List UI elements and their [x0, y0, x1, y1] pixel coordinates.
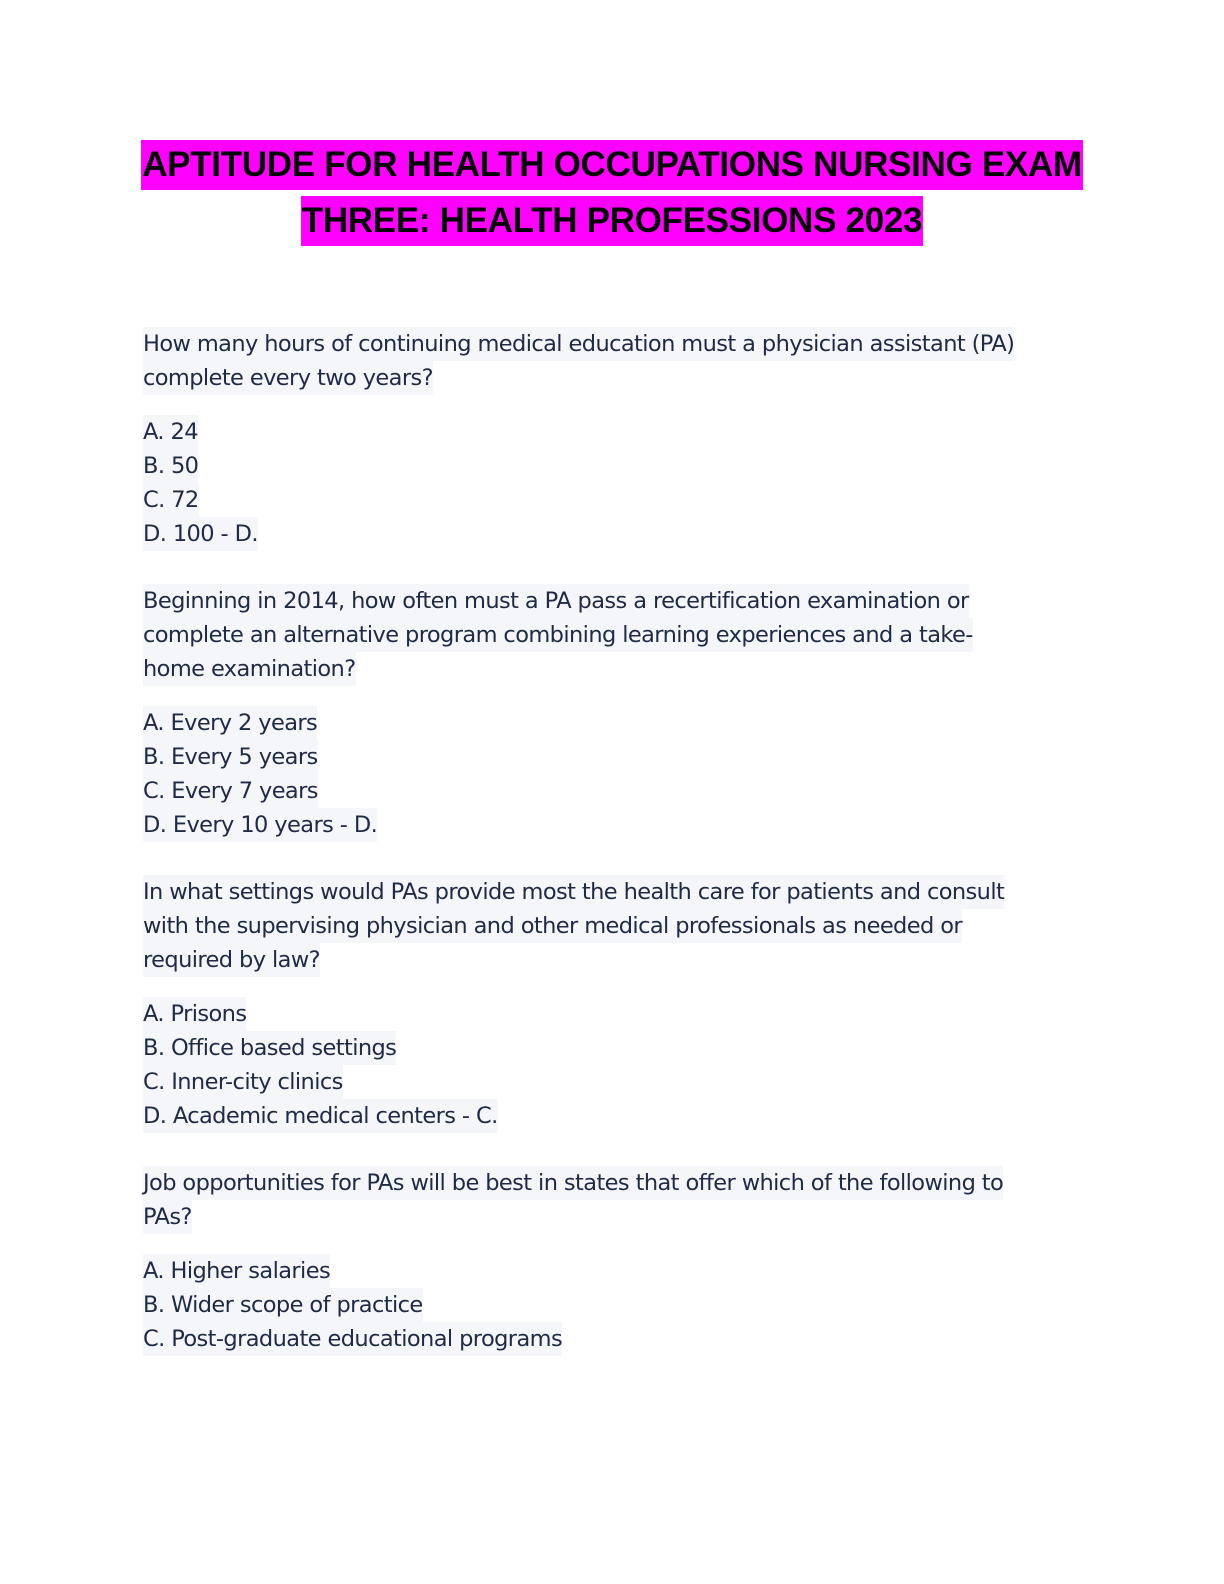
question-list	[143, 327, 1103, 1356]
question-text-line: Beginning in 2014, how often must a PA pass a recertification examination or	[143, 584, 1103, 618]
answer-option: C. Post-graduate educational programs	[143, 1322, 1103, 1356]
question-4	[143, 1166, 1103, 1356]
answer-option: D. Every 10 years - D.	[143, 808, 1103, 842]
question-text-line: complete an alternative program combining learning experiences and a take-	[143, 618, 1103, 652]
question-text-line: In what settings would PAs provide most the health care for patients and consult	[143, 875, 1103, 909]
answer-option: A. 24	[143, 415, 1103, 449]
answer-option: D. Academic medical centers - C.	[143, 1099, 1103, 1133]
answer-option: B. Office based settings	[143, 1031, 1103, 1065]
question-1	[143, 327, 1103, 551]
answer-option: A. Higher salaries	[143, 1254, 1103, 1288]
question-text-line: with the supervising physician and other medical professionals as needed or	[143, 909, 1103, 943]
question-text-line: Job opportunities for PAs will be best in states that offer which of the following to	[143, 1166, 1103, 1200]
document-title	[120, 140, 1104, 246]
title-line-1: APTITUDE FOR HEALTH OCCUPATIONS NURSING EXAM	[141, 140, 1083, 190]
answer-option: A. Every 2 years	[143, 706, 1103, 740]
answer-option: B. Every 5 years	[143, 740, 1103, 774]
question-2	[143, 584, 1103, 842]
answer-option: B. 50	[143, 449, 1103, 483]
title-line-2: THREE: HEALTH PROFESSIONS 2023	[301, 196, 923, 246]
question-text-line: How many hours of continuing medical education must a physician assistant (PA)	[143, 327, 1103, 361]
question-text-line: PAs?	[143, 1200, 1103, 1234]
answer-option: A. Prisons	[143, 997, 1103, 1031]
question-text-line: home examination?	[143, 652, 1103, 686]
question-text-line: required by law?	[143, 943, 1103, 977]
answer-option: C. Every 7 years	[143, 774, 1103, 808]
answer-option: B. Wider scope of practice	[143, 1288, 1103, 1322]
question-3	[143, 875, 1103, 1133]
answer-option: D. 100 - D.	[143, 517, 1103, 551]
answer-option: C. 72	[143, 483, 1103, 517]
answer-option: C. Inner-city clinics	[143, 1065, 1103, 1099]
question-text-line: complete every two years?	[143, 361, 1103, 395]
